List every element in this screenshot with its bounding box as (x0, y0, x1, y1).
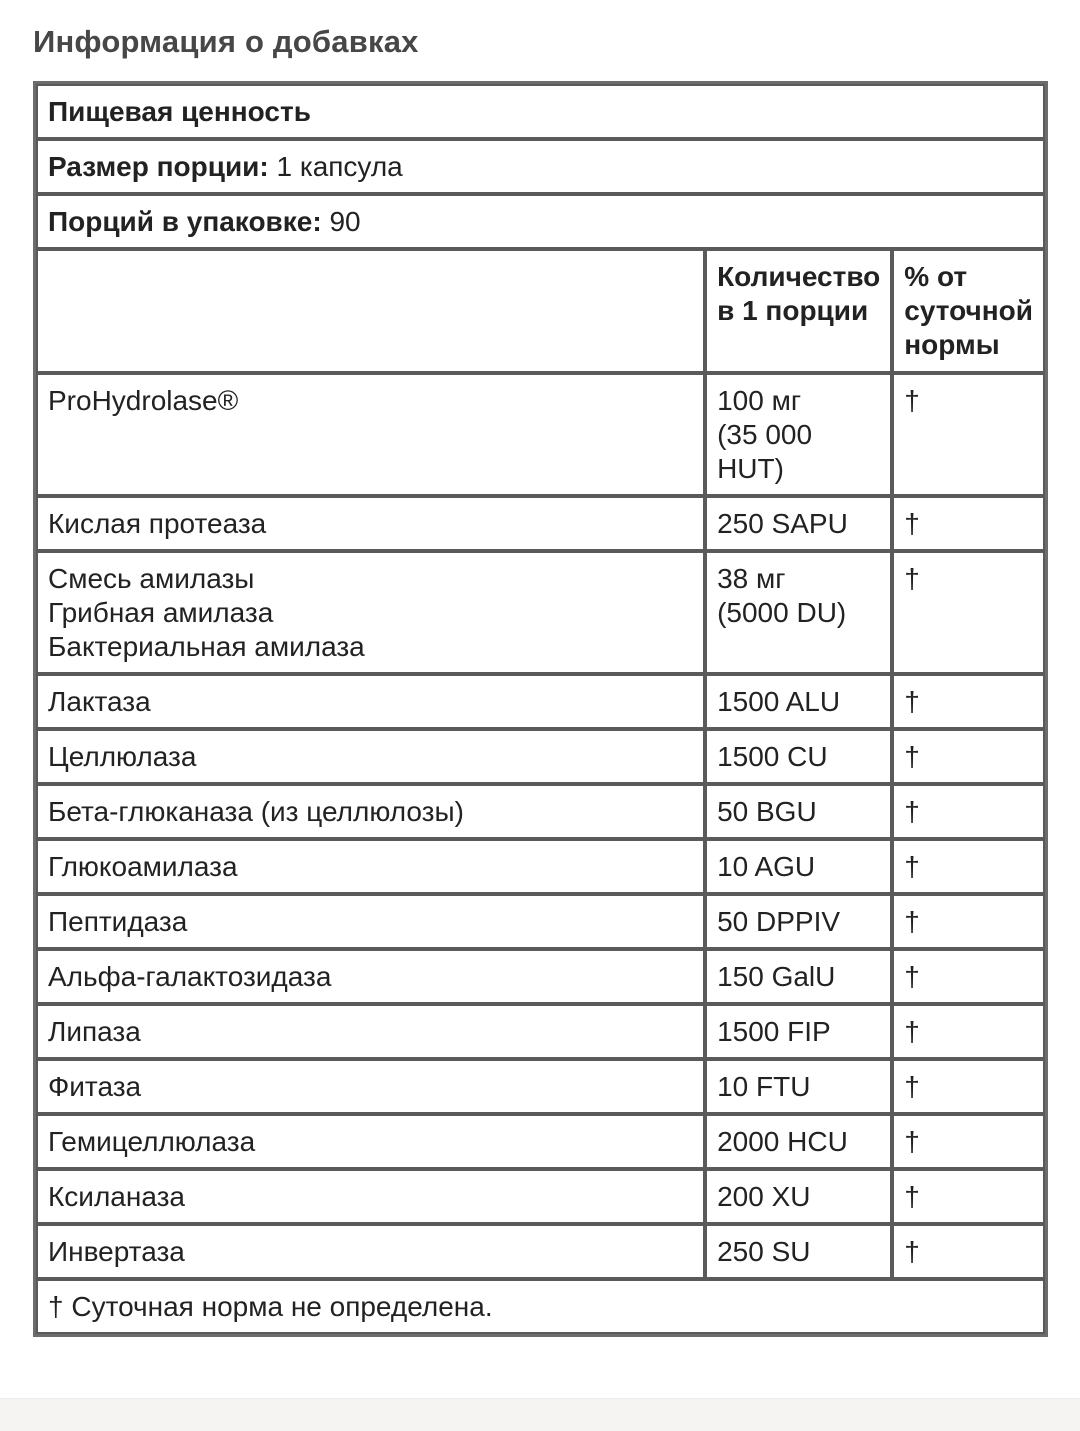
page-title: Информация о добавках (33, 24, 419, 59)
ingredient-name (36, 894, 705, 949)
table-title: Пищевая ценность (36, 84, 1045, 139)
serving-size (36, 139, 1045, 194)
ingredient-amount (705, 551, 892, 674)
ingredient-amount (705, 1169, 892, 1224)
daily-value-marker: † (892, 1114, 1045, 1169)
servings-per-container (36, 194, 1045, 249)
ingredient-name (36, 1224, 705, 1279)
ingredient-amount (705, 1224, 892, 1279)
table-row (36, 1059, 1045, 1114)
empty-header-cell (36, 249, 705, 373)
ingredient-amount (705, 894, 892, 949)
daily-value-header-line: нормы (904, 329, 1000, 360)
ingredient-name-line: Бактериальная амилаза (48, 631, 365, 662)
amount-header (705, 249, 892, 373)
daily-value-marker: † (892, 1169, 1045, 1224)
ingredient-amount-line: 10 FTU (717, 1071, 811, 1102)
ingredient-name-line: Альфа-галактозидаза (48, 961, 332, 992)
ingredient-amount-line: (5000 DU) (717, 597, 847, 628)
daily-value-marker: † (892, 784, 1045, 839)
servings-per-container-row (36, 194, 1045, 249)
table-row (36, 784, 1045, 839)
ingredient-amount (705, 1059, 892, 1114)
ingredient-name (36, 949, 705, 1004)
daily-value-marker: † (892, 894, 1045, 949)
ingredient-amount-line: 1500 ALU (717, 686, 841, 717)
ingredient-name-line: Ксиланаза (48, 1181, 185, 1212)
ingredient-name-line: Бета-глюканаза (из целлюлозы) (48, 796, 464, 827)
daily-value-marker: † (892, 373, 1045, 496)
ingredient-amount-line: 250 SAPU (717, 508, 848, 539)
ingredient-name-line: Смесь амилазы (48, 563, 255, 594)
ingredient-amount-line: 100 мг (717, 385, 802, 416)
daily-value-marker: † (892, 496, 1045, 551)
servings-per-container-label: Порций в упаковке: (48, 206, 322, 237)
serving-size-value: 1 капсула (276, 151, 403, 182)
table-row (36, 1114, 1045, 1169)
daily-value-marker: † (892, 1059, 1045, 1114)
ingredient-name (36, 496, 705, 551)
title-row (36, 84, 1045, 139)
ingredient-amount-line: 150 GalU (717, 961, 836, 992)
daily-value-marker: † (892, 1224, 1045, 1279)
ingredient-name-line: Гемицеллюлаза (48, 1126, 256, 1157)
ingredient-name-line: ProHydrolase® (48, 385, 239, 416)
daily-value-marker: † (892, 729, 1045, 784)
ingredient-amount (705, 839, 892, 894)
ingredient-amount-line: 50 BGU (717, 796, 817, 827)
column-header-row (36, 249, 1045, 373)
ingredient-name-line: Грибная амилаза (48, 597, 274, 628)
ingredient-name (36, 1059, 705, 1114)
ingredient-name-line: Кислая протеаза (48, 508, 267, 539)
daily-value-header-line: % от (904, 261, 968, 292)
ingredient-amount-line: HUT) (717, 453, 784, 484)
ingredient-name (36, 551, 705, 674)
table-row (36, 1224, 1045, 1279)
daily-value-marker: † (892, 674, 1045, 729)
footnote: † Суточная норма не определена. (36, 1279, 1045, 1334)
footnote-row (36, 1279, 1045, 1334)
ingredient-amount-line: 1500 CU (717, 741, 828, 772)
ingredient-name (36, 729, 705, 784)
servings-per-container-value: 90 (329, 206, 361, 237)
ingredient-amount (705, 729, 892, 784)
ingredient-name-line: Липаза (48, 1016, 141, 1047)
ingredient-amount (705, 1114, 892, 1169)
ingredient-amount-line: 10 AGU (717, 851, 816, 882)
daily-value-marker: † (892, 1004, 1045, 1059)
table-row (36, 839, 1045, 894)
ingredient-amount-line: 50 DPPIV (717, 906, 841, 937)
ingredient-amount-line: 2000 HCU (717, 1126, 848, 1157)
ingredient-amount (705, 373, 892, 496)
ingredient-amount-line: 250 SU (717, 1236, 811, 1267)
table-row (36, 1004, 1045, 1059)
table-row (36, 949, 1045, 1004)
table-row (36, 373, 1045, 496)
ingredient-amount-line: 38 мг (717, 563, 786, 594)
ingredient-amount (705, 674, 892, 729)
supplement-facts-table (33, 81, 1048, 1337)
table-row (36, 729, 1045, 784)
ingredient-name (36, 674, 705, 729)
table-row (36, 674, 1045, 729)
ingredient-amount (705, 496, 892, 551)
table-row (36, 496, 1045, 551)
daily-value-header (892, 249, 1045, 373)
ingredient-amount (705, 784, 892, 839)
ingredient-name-line: Фитаза (48, 1071, 142, 1102)
serving-size-row (36, 139, 1045, 194)
ingredient-name-line: Глюкоамилаза (48, 851, 238, 882)
ingredient-amount (705, 1004, 892, 1059)
ingredient-name-line: Лактаза (48, 686, 151, 717)
table-row (36, 894, 1045, 949)
amount-header-line: Количество (717, 261, 881, 292)
daily-value-marker: † (892, 839, 1045, 894)
table-row (36, 551, 1045, 674)
daily-value-marker: † (892, 949, 1045, 1004)
ingredient-name (36, 1169, 705, 1224)
daily-value-marker: † (892, 551, 1045, 674)
ingredient-name (36, 1004, 705, 1059)
daily-value-header-line: суточной (904, 295, 1033, 326)
table-row (36, 1169, 1045, 1224)
ingredient-amount-line: (35 000 (717, 419, 813, 450)
ingredient-amount-line: 200 XU (717, 1181, 811, 1212)
ingredient-amount (705, 949, 892, 1004)
ingredient-name-line: Пептидаза (48, 906, 188, 937)
ingredient-name (36, 373, 705, 496)
amount-header-line: в 1 порции (717, 295, 869, 326)
ingredient-name (36, 1114, 705, 1169)
ingredient-amount-line: 1500 FIP (717, 1016, 831, 1047)
serving-size-label: Размер порции: (48, 151, 269, 182)
ingredient-name (36, 784, 705, 839)
bottom-bar (0, 1398, 1080, 1431)
ingredient-name (36, 839, 705, 894)
ingredient-name-line: Целлюлаза (48, 741, 197, 772)
ingredient-name-line: Инвертаза (48, 1236, 185, 1267)
